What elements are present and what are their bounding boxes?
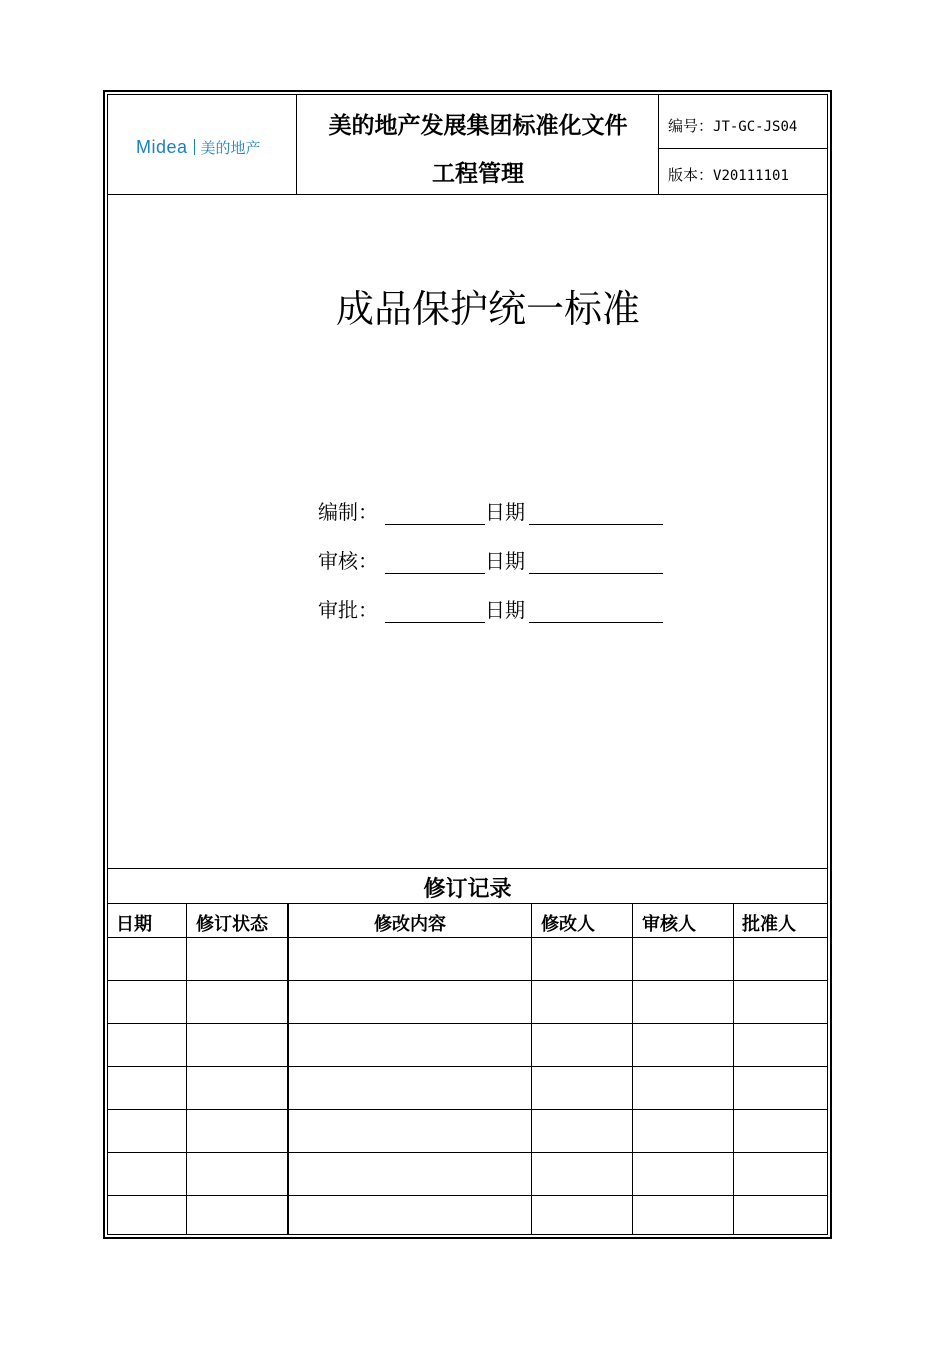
signature-label: 审核：	[318, 549, 378, 573]
signature-label: 审批：	[318, 598, 378, 622]
revision-title: 修订记录	[423, 877, 512, 902]
table-row-border	[108, 980, 827, 981]
signature-label: 编制：	[318, 500, 378, 524]
header-title-line2: 工程管理	[432, 161, 524, 187]
column-header-modifier: 修改人	[541, 914, 595, 935]
column-header-status: 修订状态	[196, 914, 268, 935]
logo-brand-cn: 美的地产	[200, 138, 261, 157]
column-divider	[186, 903, 187, 1234]
header-meta-divider	[658, 148, 827, 149]
header-bottom-border	[108, 194, 827, 195]
table-row-border	[108, 1066, 827, 1067]
table-row-border	[108, 1152, 827, 1153]
code-value: JT-GC-JS04	[713, 119, 798, 135]
date-label: 日期	[485, 500, 525, 524]
column-header-reviewer: 审核人	[642, 914, 696, 935]
signature-row-prepared	[318, 495, 663, 525]
logo-brand: Midea	[136, 136, 188, 157]
column-header-bottom-border	[108, 937, 827, 938]
table-row-border	[108, 1023, 827, 1024]
signature-row-approved	[318, 593, 663, 623]
logo-separator	[194, 139, 195, 155]
table-row-border	[108, 1109, 827, 1110]
version-label: 版本：	[668, 166, 714, 184]
column-divider	[287, 903, 289, 1234]
date-blank[interactable]	[529, 500, 663, 525]
revision-title-border	[108, 903, 827, 904]
date-label: 日期	[485, 549, 525, 573]
document-version	[668, 164, 789, 185]
signature-blank[interactable]	[385, 500, 485, 525]
header-divider-left	[296, 95, 297, 194]
table-row-border	[108, 1195, 827, 1196]
document-title: 成品保护统一标准	[335, 287, 640, 331]
document-code	[668, 115, 797, 136]
version-value: V20111101	[713, 168, 789, 184]
header-divider-right	[658, 95, 659, 194]
document-frame	[103, 90, 832, 1239]
column-divider	[531, 903, 532, 1234]
code-label: 编号：	[668, 117, 714, 135]
column-header-content: 修改内容	[374, 914, 446, 935]
midea-logo	[136, 133, 286, 161]
document-inner-border	[107, 94, 828, 1235]
column-header-approver: 批准人	[742, 914, 796, 935]
signature-row-reviewed	[318, 544, 663, 574]
column-divider	[632, 903, 633, 1234]
column-header-date: 日期	[116, 914, 152, 935]
revision-top-border	[108, 868, 827, 869]
date-label: 日期	[485, 598, 525, 622]
date-blank[interactable]	[529, 549, 663, 574]
date-blank[interactable]	[529, 598, 663, 623]
signature-blank[interactable]	[385, 598, 485, 623]
header-title-line1: 美的地产发展集团标准化文件	[328, 113, 628, 139]
column-divider	[733, 903, 734, 1234]
signature-blank[interactable]	[385, 549, 485, 574]
